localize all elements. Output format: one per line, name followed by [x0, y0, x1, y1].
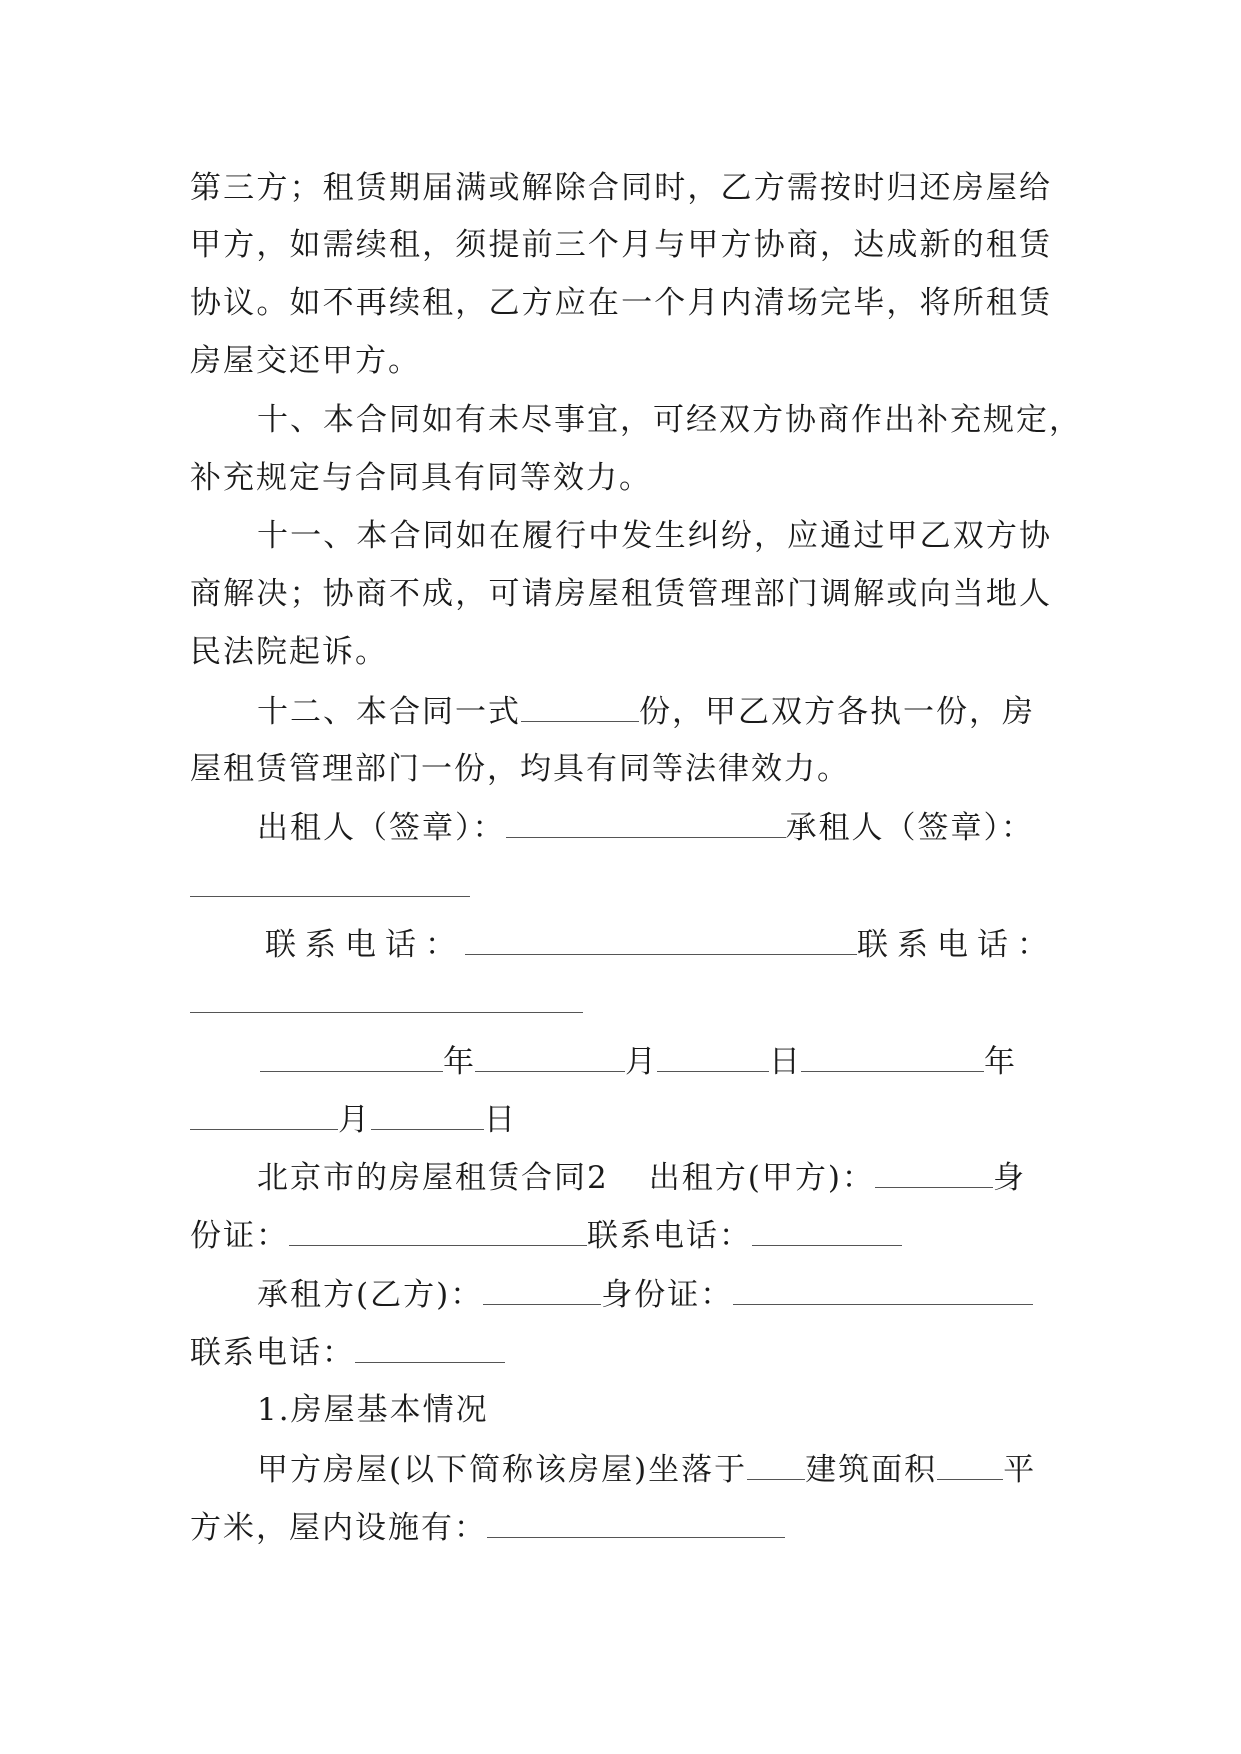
date-line [190, 1099, 1052, 1140]
lessee-id-blank [733, 1274, 1033, 1305]
area-unit: 平 [1003, 1452, 1037, 1488]
lessor-party-label: 出租方(甲方)： [648, 1160, 875, 1196]
signature-line [257, 807, 1052, 848]
day-blank [371, 1099, 484, 1130]
facilities-line [190, 1507, 1052, 1548]
id-label: 身 [992, 1160, 1026, 1196]
lessee-sign-blank [190, 866, 470, 897]
text-line: 房屋交还甲方。 [190, 343, 421, 379]
year-blank [801, 1041, 984, 1072]
lessor-name-blank [875, 1157, 993, 1188]
day-blank [657, 1041, 769, 1072]
text-line: 商解决；协商不成，可请房屋租赁管理部门调解或向当地人 [190, 576, 1052, 612]
month-label: 月 [338, 1102, 371, 1138]
section-heading: 1.房屋基本情况 [257, 1392, 489, 1428]
text-line: 协议。如不再续租，乙方应在一个月内清场完毕，将所租赁 [190, 285, 1052, 321]
year-blank [260, 1041, 443, 1072]
text-line: 补充规定与合同具有同等效力。 [190, 460, 652, 496]
clause-12-suffix: 份，甲乙双方各执一份，房 [639, 694, 1035, 730]
text-line: 甲方，如需续租，须提前三个月与甲方协商，达成新的租赁 [190, 227, 1052, 263]
lessee-name-blank [483, 1274, 601, 1305]
copies-blank [521, 691, 639, 722]
year-label: 年 [984, 1044, 1016, 1080]
text-line: 屋租赁管理部门一份，均具有同等法律效力。 [190, 751, 850, 787]
month-blank [190, 1099, 338, 1130]
id-label: 份证： [190, 1218, 289, 1254]
lessor-id-blank [289, 1215, 587, 1246]
day-label: 日 [484, 1102, 517, 1138]
lessor-sign-blank [506, 807, 786, 838]
clause-12-line [257, 691, 1052, 732]
month-blank [475, 1041, 625, 1072]
year-label: 年 [443, 1044, 475, 1080]
text-line: 第三方；租赁期届满或解除合同时，乙方需按时归还房屋给 [190, 170, 1052, 206]
location-blank [747, 1449, 805, 1480]
lessee-phone-blank [190, 982, 583, 1013]
month-label: 月 [625, 1044, 657, 1080]
phone-blank-line [190, 982, 1052, 1023]
id-label: 身份证： [601, 1277, 734, 1313]
lessee-info-line [257, 1274, 1052, 1315]
lessor-info-line [190, 1215, 1052, 1256]
lessor-sign-label: 出租人（签章）： [257, 810, 506, 846]
date-line [260, 1041, 1122, 1082]
phone-label: 联系电话： [587, 1218, 752, 1254]
lessee-phone-label: 联系电话： [857, 927, 1057, 963]
lessor-phone-label: 联系电话： [265, 927, 465, 963]
clause-12-prefix: 十二、本合同一式 [257, 694, 521, 730]
phone-line [265, 924, 1127, 965]
house-location-label: 甲方房屋(以下简称该房屋)坐落于 [257, 1452, 748, 1488]
day-label: 日 [769, 1044, 801, 1080]
lessor-phone-blank [465, 924, 857, 955]
lessee-phone-line [190, 1332, 1052, 1373]
lessee-party-label: 承租方(乙方)： [257, 1277, 484, 1313]
signature-blank-line [190, 866, 1052, 907]
contract2-title: 北京市的房屋租赁合同2 [257, 1160, 609, 1196]
lessee-phone-blank [355, 1332, 505, 1363]
text-line: 民法院起诉。 [190, 634, 388, 670]
clause-11-line: 十一、本合同如在履行中发生纠纷，应通过甲乙双方协 [257, 518, 1052, 554]
facilities-blank [487, 1507, 785, 1538]
contract2-heading-line [257, 1157, 1052, 1198]
area-label: 建筑面积 [805, 1452, 938, 1488]
facilities-label: 方米，屋内设施有： [190, 1510, 487, 1546]
lessee-sign-label: 承租人（签章）： [785, 810, 1034, 846]
house-location-line [257, 1449, 1052, 1490]
clause-10-line: 十、本合同如有未尽事宜，可经双方协商作出补充规定， [257, 402, 1082, 438]
lessor-phone-blank [752, 1215, 902, 1246]
area-blank [937, 1449, 1003, 1480]
phone-label: 联系电话： [190, 1335, 355, 1371]
